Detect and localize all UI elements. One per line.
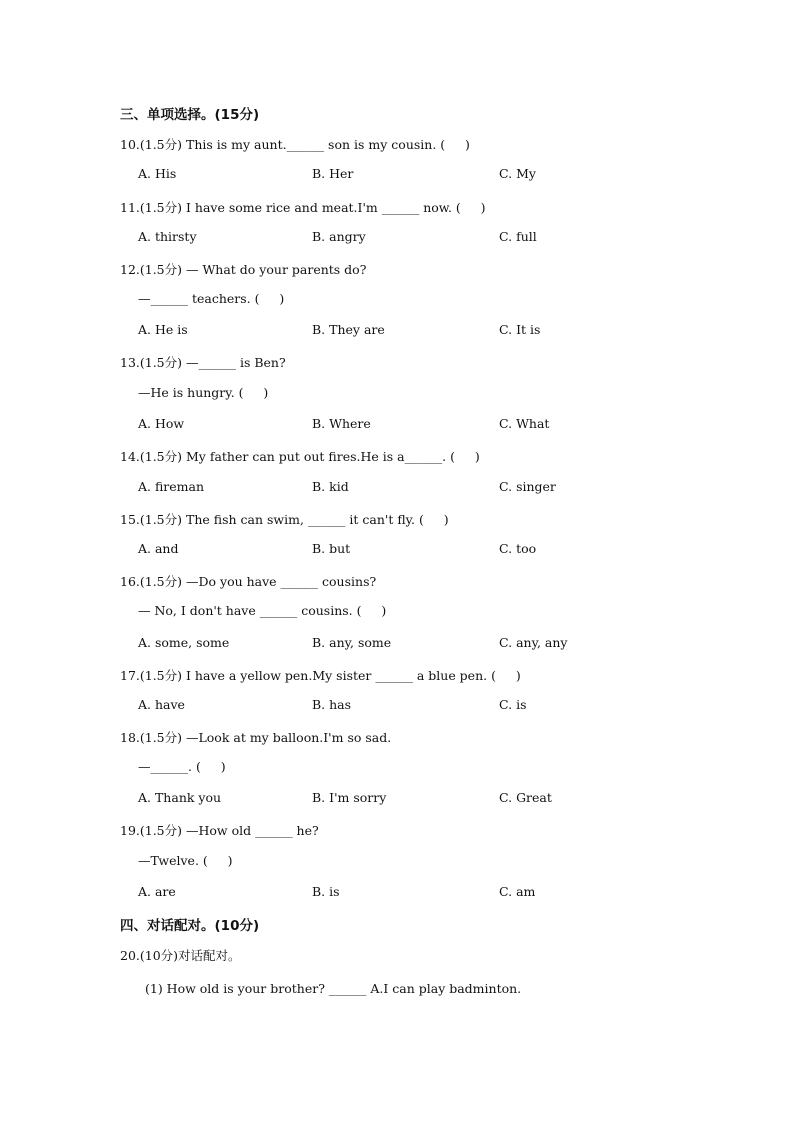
question-12-stem: 12.(1.5分) — What do your parents do? <box>120 262 367 277</box>
question-16-stem: 16.(1.5分) —Do you have ______ cousins? <box>120 574 377 589</box>
question-17-option-c: C. is <box>499 697 527 712</box>
question-18-option-a: A. Thank you <box>138 790 222 805</box>
question-18-option-b: B. I'm sorry <box>312 790 387 805</box>
question-13-option-a: A. How <box>138 416 185 431</box>
question-19-option-b: B. is <box>312 884 340 899</box>
section-heading-dialogue-matching: 四、对话配对。(10分) <box>120 918 260 934</box>
question-14-option-c: C. singer <box>499 479 556 494</box>
question-18-answer-line: —______. ( ) <box>138 759 226 774</box>
question-12-option-c: C. It is <box>499 322 541 337</box>
question-19-option-c: C. am <box>499 884 536 899</box>
question-19-stem: 19.(1.5分) —How old ______ he? <box>120 823 319 838</box>
question-20-row-1: (1) How old is your brother? ______ A.I can play badminton. <box>145 981 522 996</box>
question-20-stem: 20.(10分)对话配对。 <box>120 948 241 963</box>
question-14-stem: 14.(1.5分) My father can put out fires.He is a______. ( ) <box>120 449 480 464</box>
question-10-option-b: B. Her <box>312 166 354 181</box>
question-17-stem: 17.(1.5分) I have a yellow pen.My sister ______ a blue pen. ( ) <box>120 668 521 683</box>
question-13-option-b: B. Where <box>312 416 371 431</box>
question-13-answer-line: —He is hungry. ( ) <box>138 385 269 400</box>
question-15-option-a: A. and <box>138 541 179 556</box>
question-11-option-b: B. angry <box>312 229 366 244</box>
question-16-option-a: A. some, some <box>138 635 230 650</box>
section-heading-single-choice: 三、单项选择。(15分) <box>120 107 260 123</box>
question-15-stem: 15.(1.5分) The fish can swim, ______ it can't fly. ( ) <box>120 512 449 527</box>
question-12-answer-line: —______ teachers. ( ) <box>138 291 285 306</box>
question-12-option-b: B. They are <box>312 322 385 337</box>
question-10-stem: 10.(1.5分) This is my aunt.______ son is my cousin. ( ) <box>120 137 470 152</box>
question-16-option-b: B. any, some <box>312 635 392 650</box>
question-19-answer-line: —Twelve. ( ) <box>138 853 233 868</box>
question-15-option-b: B. but <box>312 541 351 556</box>
question-17-option-a: A. have <box>138 697 185 712</box>
question-18-option-c: C. Great <box>499 790 552 805</box>
question-17-option-b: B. has <box>312 697 352 712</box>
question-14-option-b: B. kid <box>312 479 349 494</box>
question-11-option-c: C. full <box>499 229 537 244</box>
question-16-option-c: C. any, any <box>499 635 568 650</box>
question-12-option-a: A. He is <box>138 322 188 337</box>
question-16-answer-line: — No, I don't have ______ cousins. ( ) <box>138 603 387 618</box>
question-19-option-a: A. are <box>138 884 176 899</box>
question-18-stem: 18.(1.5分) —Look at my balloon.I'm so sad. <box>120 730 392 745</box>
question-11-option-a: A. thirsty <box>138 229 197 244</box>
question-14-option-a: A. fireman <box>138 479 205 494</box>
question-13-option-c: C. What <box>499 416 550 431</box>
question-10-option-a: A. His <box>138 166 177 181</box>
question-13-stem: 13.(1.5分) —______ is Ben? <box>120 355 286 370</box>
question-15-option-c: C. too <box>499 541 537 556</box>
question-11-stem: 11.(1.5分) I have some rice and meat.I'm ______ now. ( ) <box>120 200 486 215</box>
question-10-option-c: C. My <box>499 166 536 181</box>
